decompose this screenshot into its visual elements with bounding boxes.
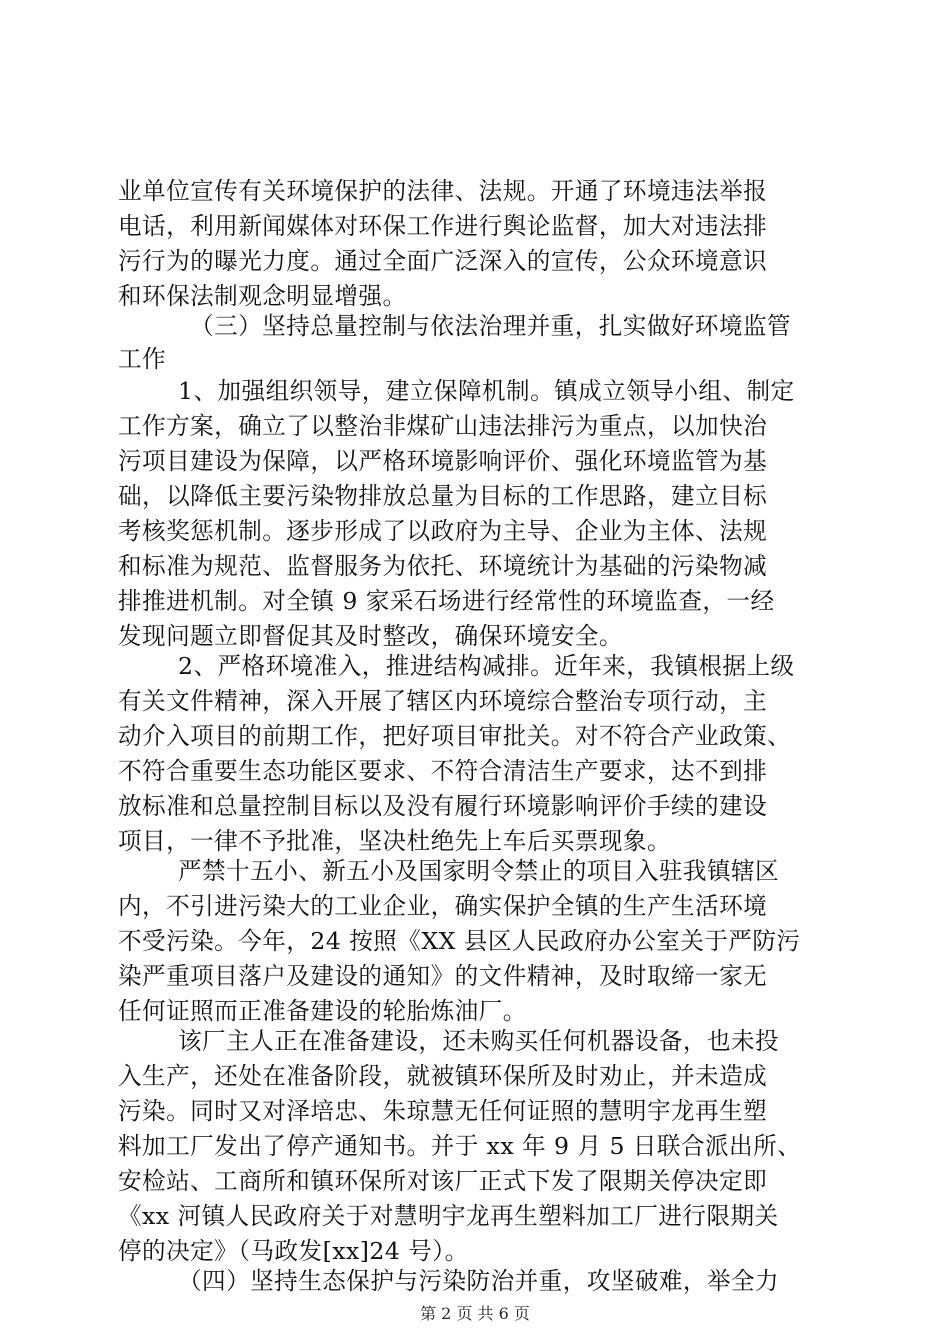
text-line: 停的决定》（马政发[xx]24 号）。: [118, 1237, 469, 1265]
text-line: 础，以降低主要污染物排放总量为目标的工作思路，建立目标: [118, 482, 768, 510]
text-line: （三）坚持总量控制与依法治理并重，扎实做好环境监管: [190, 312, 792, 340]
text-line: 工作: [118, 345, 167, 373]
text-line: 《xx 河镇人民政府关于对慧明宇龙再生塑料加工厂进行限期关: [118, 1202, 779, 1230]
text-line: 动介入项目的前期工作，把好项目审批关。对不符合产业政策、: [118, 722, 792, 750]
text-line: 入生产，还处在准备阶段，就被镇环保所及时劝止，并未造成: [118, 1062, 768, 1090]
text-line: 电话，利用新闻媒体对环保工作进行舆论监督，加大对违法排: [118, 212, 768, 240]
text-line: 污染。同时又对泽培忠、朱琼慧无任何证照的慧明宇龙再生塑: [118, 1097, 768, 1125]
text-line: 不受污染。今年，24 按照《XX 县区人民政府办公室关于严防污: [118, 927, 801, 955]
text-line: 2、严格环境准入，推进结构减排。近年来，我镇根据上级: [178, 652, 795, 680]
text-line: 和标准为规范、监督服务为依托、环境统计为基础的污染物减: [118, 552, 768, 580]
text-line: 有关文件精神，深入开展了辖区内环境综合整治专项行动，主: [118, 687, 768, 715]
page-footer: 第 2 页 共 6 页: [420, 1304, 530, 1323]
text-line: 污项目建设为保障，以严格环境影响评价、强化环境监管为基: [118, 447, 768, 475]
text-line: 污行为的曝光力度。通过全面广泛深入的宣传，公众环境意识: [118, 247, 768, 275]
text-line: 料加工厂发出了停产通知书。并于 xx 年 9 月 5 日联合派出所、: [118, 1132, 802, 1160]
text-line: 发现问题立即督促其及时整改，确保环境安全。: [118, 622, 623, 650]
text-line: 严禁十五小、新五小及国家明令禁止的项目入驻我镇辖区: [178, 857, 780, 885]
text-line: 项目，一律不予批准，坚决杜绝先上车后买票现象。: [118, 827, 672, 855]
text-line: 1、加强组织领导，建立保障机制。镇成立领导小组、制定: [178, 377, 795, 405]
text-line: 不符合重要生态功能区要求、不符合清洁生产要求，达不到排: [118, 757, 768, 785]
text-line: 内，不引进污染大的工业企业，确实保护全镇的生产生活环境: [118, 892, 768, 920]
text-line: 该厂主人正在准备建设，还未购买任何机器设备，也未投: [178, 1027, 780, 1055]
text-line: 工作方案，确立了以整治非煤矿山违法排污为重点，以加快治: [118, 412, 768, 440]
text-line: 放标准和总量控制目标以及没有履行环境影响评价手续的建设: [118, 792, 768, 820]
text-line: 安检站、工商所和镇环保所对该厂正式下发了限期关停决定即: [118, 1167, 768, 1195]
text-line: 染严重项目落户及建设的通知》的文件精神，及时取缔一家无: [118, 962, 768, 990]
text-line: 考核奖惩机制。逐步形成了以政府为主导、企业为主体、法规: [118, 517, 768, 545]
text-line: （四）坚持生态保护与污染防治并重，攻坚破难，举全力: [178, 1267, 780, 1295]
text-line: 和环保法制观念明显增强。: [118, 282, 407, 310]
text-line: 任何证照而正准备建设的轮胎炼油厂。: [118, 997, 527, 1025]
text-line: 排推进机制。对全镇 9 家采石场进行经常性的环境监查，一经: [118, 587, 775, 615]
text-line: 业单位宣传有关环境保护的法律、法规。开通了环境违法举报: [118, 177, 768, 205]
